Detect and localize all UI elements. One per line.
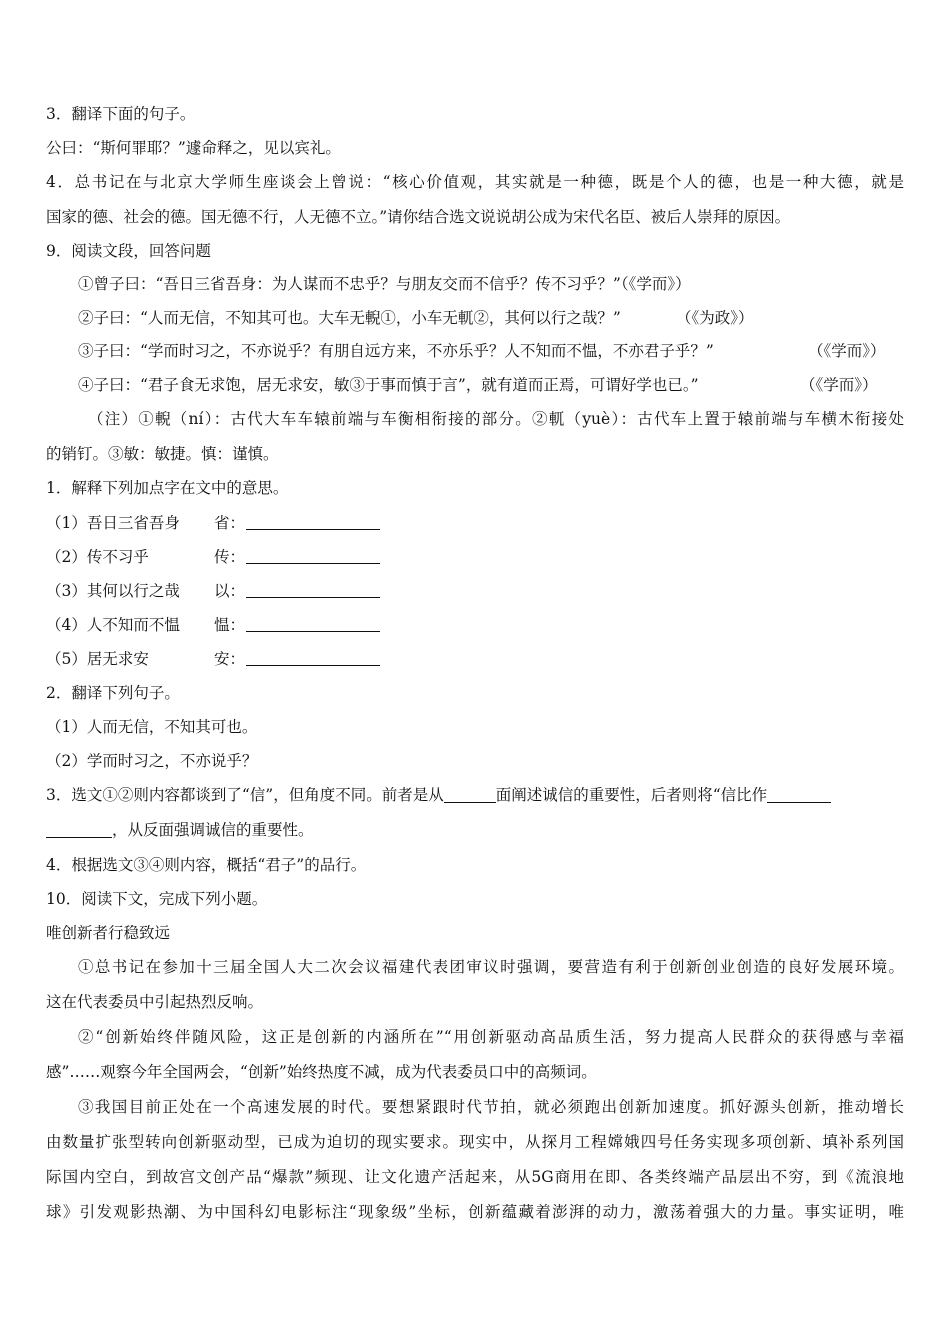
para-3-line-2: 由数量扩张型转向创新驱动型，已成为迫切的现实要求。现实中，从探月工程嫦娥四号任务实现多项创新、填补系列国 [46,1133,904,1151]
para-2-line-1: ②“创新始终伴随风险，这正是创新的内涵所在”“用创新驱动高品质生活，努力提高人民群众的获得感与幸福 [78,1028,904,1046]
item-char: 以： [214,582,246,600]
q3-heading: 3．翻译下面的句子。 [46,105,196,123]
q4-line-2: 国家的德、社会的德。国无德不行，人无德不立。”请你结合选文说说胡公成为宋代名臣、被后人崇拜的原因。 [46,208,791,226]
item-phrase: （4）人不知而不愠 [46,616,180,634]
q10-heading: 10．阅读下文，完成下列小题。 [46,890,268,908]
passage-source: （《学而》） [808,342,886,360]
item-phrase: （2）传不习乎 [46,548,149,566]
passage-text: ③子曰：“学而时习之，不亦说乎？有朋自远方来，不亦乐乎？人不知而不愠，不亦君子乎？” [78,342,714,360]
sub3-line-1 [46,785,831,805]
para-3-line-3: 际国内空白，到故宫文创产品“爆款”频现、让文化遗产活起来，从5G商用在即、各类终端产品层出不穷，到《流浪地 [46,1168,904,1186]
sub2-heading: 2．翻译下列句子。 [46,684,180,702]
item-phrase: （1）吾日三省吾身 [46,514,180,532]
item-char: 省： [214,514,246,532]
q9-heading: 9．阅读文段，回答问题 [46,242,211,260]
para-2-line-2: 感”……观察今年全国两会，“创新”始终热度不减，成为代表委员口中的高频词。 [46,1063,597,1081]
passage-text: ④子曰：“君子食无求饱，居无求安，敏③于事而慎于言”，就有道而正焉，可谓好学也已。” [78,376,699,394]
q9-passage-2 [78,308,754,328]
answer-blank[interactable] [444,786,496,803]
sub3-part-1: 3．选文①②则内容都谈到了“信”，但角度不同。前者是从 [46,786,444,804]
q9-note-line-1: （注）①輗（ní）：古代大车车辕前端与车衡相衔接的部分。②軏（yuè）：古代车上置于辕前端与车横木衔接处 [88,410,904,428]
answer-blank[interactable] [246,513,380,530]
para-3-line-1: ③我国目前正处在一个高速发展的时代。要想紧跟时代节拍，就必须跑出创新加速度。抓好源头创新，推动增长 [78,1098,904,1116]
sub4-question: 4．根据选文③④则内容，概括“君子”的品行。 [46,856,367,874]
answer-blank[interactable] [246,547,380,564]
para-1-line-1: ①总书记在参加十三届全国人大二次会议福建代表团审议时强调，要营造有利于创新创业创造的良好发展环境。 [78,958,904,976]
answer-blank[interactable] [246,581,380,598]
q9-passage-3 [78,341,886,361]
para-1-line-2: 这在代表委员中引起热烈反响。 [46,993,264,1011]
item-char: 安： [214,650,246,668]
item-char: 愠： [214,616,246,634]
answer-blank[interactable] [246,649,380,666]
passage-source: （《为政》） [676,309,754,327]
sub3-part-3: ，从反面强调诚信的重要性。 [112,821,314,839]
item-char: 传： [214,548,246,566]
sub2-item-2: （2）学而时习之，不亦说乎？ [46,752,258,770]
q9-note-line-2: 的销钉。③敏：敏捷。慎：谨慎。 [46,445,279,463]
q4-line-1: 4．总书记在与北京大学师生座谈会上曾说：“核心价值观，其实就是一种德，既是个人的德，也是一种大德，就是 [46,173,904,191]
sub2-item-1: （1）人而无信，不知其可也。 [46,718,258,736]
answer-blank[interactable] [246,615,380,632]
answer-blank[interactable] [46,821,112,838]
q3-sentence: 公曰：“斯何罪耶？”遽命释之，见以宾礼。 [46,139,341,157]
passage-source: （《学而》） [800,376,878,394]
item-phrase: （3）其何以行之哉 [46,582,180,600]
para-3-line-4: 球》引发观影热潮、为中国科幻电影标注“现象级”坐标，创新蕴藏着澎湃的动力，激荡着强大的力量。事实证明，唯 [46,1203,904,1221]
answer-blank[interactable] [767,786,831,803]
q9-passage-4 [78,375,878,395]
sub3-part-2: 面阐述诚信的重要性，后者则将“信比作 [495,786,768,804]
sub1-heading: 1．解释下列加点字在文中的意思。 [46,479,289,497]
article-title: 唯创新者行稳致远 [46,924,171,942]
q9-passage-1: ①曾子曰：“吾日三省吾身：为人谋而不忠乎？与朋友交而不信乎？传不习乎？”（《学而》） [78,275,691,293]
sub3-line-2 [46,820,314,840]
passage-text: ②子曰：“人而无信，不知其可也。大车无輗①，小车无軏②，其何以行之哉？” [78,309,621,327]
item-phrase: （5）居无求安 [46,650,149,668]
